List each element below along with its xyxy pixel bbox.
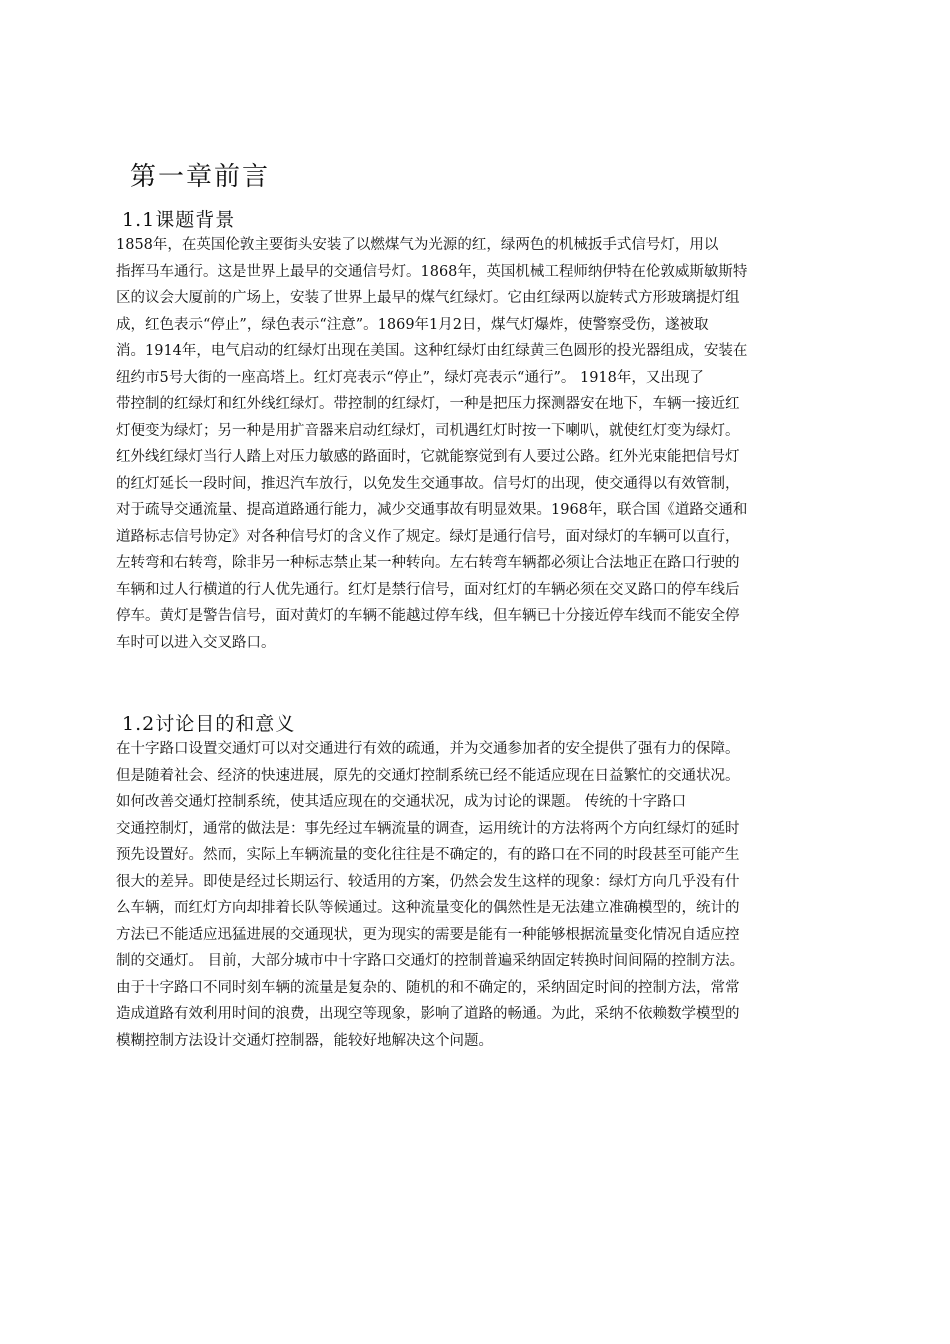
text-line: 消。1914年，电气启动的红绿灯出现在美国。这种红绿灯由红绿黄三色圆形的投光器组成，安装在 [116,343,748,359]
text-line: 区的议会大厦前的广场上，安装了世界上最早的煤气红绿灯。它由红绿两以旋转式方形玻璃提灯组 [116,290,740,306]
paragraph-background [116,232,840,656]
text-line: 红外线红绿灯当行人踏上对压力敏感的路面时，它就能察觉到有人要过公路。红外光束能把信号灯 [116,449,740,465]
text-line: 模糊控制方法设计交通灯控制器，能较好地解决这个问题。 [116,1032,493,1049]
text-line: 的红灯延长一段时间，推迟汽车放行，以免发生交通事故。信号灯的出现，使交通得以有效管制， [116,475,740,492]
text-line: 道路标志信号协定》对各种信号灯的含义作了规定。绿灯是通行信号，面对绿灯的车辆可以直行， [116,528,740,545]
text-line: 车时可以进入交叉路口。 [116,634,276,651]
text-line: 预先设置好。然而，实际上车辆流量的变化往往是不确定的，有的路口在不同的时段甚至可能产生 [116,847,740,863]
section-heading-background: 1.1课题背景 [122,209,236,231]
section-heading-purpose: 1.2讨论目的和意义 [122,713,296,735]
text-line: 很大的差异。即使是经过长期运行、较适用的方案，仍然会发生这样的现象：绿灯方向几乎没有什 [116,873,740,890]
text-line: 但是随着社会、经济的快速进展，原先的交通灯控制系统已经不能适应现在日益繁忙的交通状况。 [116,767,740,784]
text-line: 方法已不能适应迅猛进展的交通现状，更为现实的需要是能有一种能够根据流量变化情况自适应控 [116,926,740,943]
paragraph-purpose [116,736,840,1054]
text-line: 如何改善交通灯控制系统，使其适应现在的交通状况，成为讨论的课题。 传统的十字路口 [116,794,687,810]
text-line: 制的交通灯。 目前，大部分城市中十字路口交通灯的控制普遍采纳固定转换时间间隔的控制方法。 [116,953,745,969]
text-line: 左转弯和右转弯，除非另一种标志禁止某一种转向。左右转弯车辆都必须让合法地正在路口行驶的 [116,555,740,571]
text-line: 指挥马车通行。这是世界上最早的交通信号灯。1868年，英国机械工程师纳伊特在伦敦威斯敏斯特 [116,263,748,280]
text-line: 灯便变为绿灯；另一种是用扩音器来启动红绿灯，司机遇红灯时按一下喇叭，就使红灯变为绿灯。 [116,422,740,439]
text-line: 车辆和过人行横道的行人优先通行。红灯是禁行信号，面对红灯的车辆必须在交叉路口的停车线后 [116,581,740,598]
text-line: 1858年，在英国伦敦主要街头安装了以燃煤气为光源的红，绿两色的机械扳手式信号灯，用以 [116,237,719,253]
text-line: 造成道路有效利用时间的浪费，出现空等现象，影响了道路的畅通。为此，采纳不依赖数学模型的 [116,1006,740,1022]
chapter-title: 第一章前言 [130,162,271,192]
text-line: 由于十字路口不同时刻车辆的流量是复杂的、随机的和不确定的，采纳固定时间的控制方法，常常 [116,979,740,996]
text-line: 在十字路口设置交通灯可以对交通进行有效的疏通，并为交通参加者的安全提供了强有力的保障。 [116,741,740,757]
text-line: 对于疏导交通流量、提高道路通行能力，减少交通事故有明显效果。1968年，联合国《道路交通和 [116,502,748,518]
text-line: 交通控制灯，通常的做法是：事先经过车辆流量的调查，运用统计的方法将两个方向红绿灯的延时 [116,820,740,837]
text-line: 停车。黄灯是警告信号，面对黄灯的车辆不能越过停车线，但车辆已十分接近停车线而不能安全停 [116,608,740,624]
text-line: 么车辆，而红灯方向却排着长队等候通过。这种流量变化的偶然性是无法建立准确模型的，统计的 [116,900,740,916]
text-line: 带控制的红绿灯和红外线红绿灯。带控制的红绿灯，一种是把压力探测器安在地下，车辆一接近红 [116,396,740,412]
text-line: 纽约市5号大街的一座高塔上。红灯亮表示“停止”，绿灯亮表示“通行”。 1918年，又出现了 [116,369,704,386]
text-line: 成，红色表示“停止”，绿色表示“注意”。1869年1月2日，煤气灯爆炸，使警察受伤，遂被取 [116,316,709,333]
